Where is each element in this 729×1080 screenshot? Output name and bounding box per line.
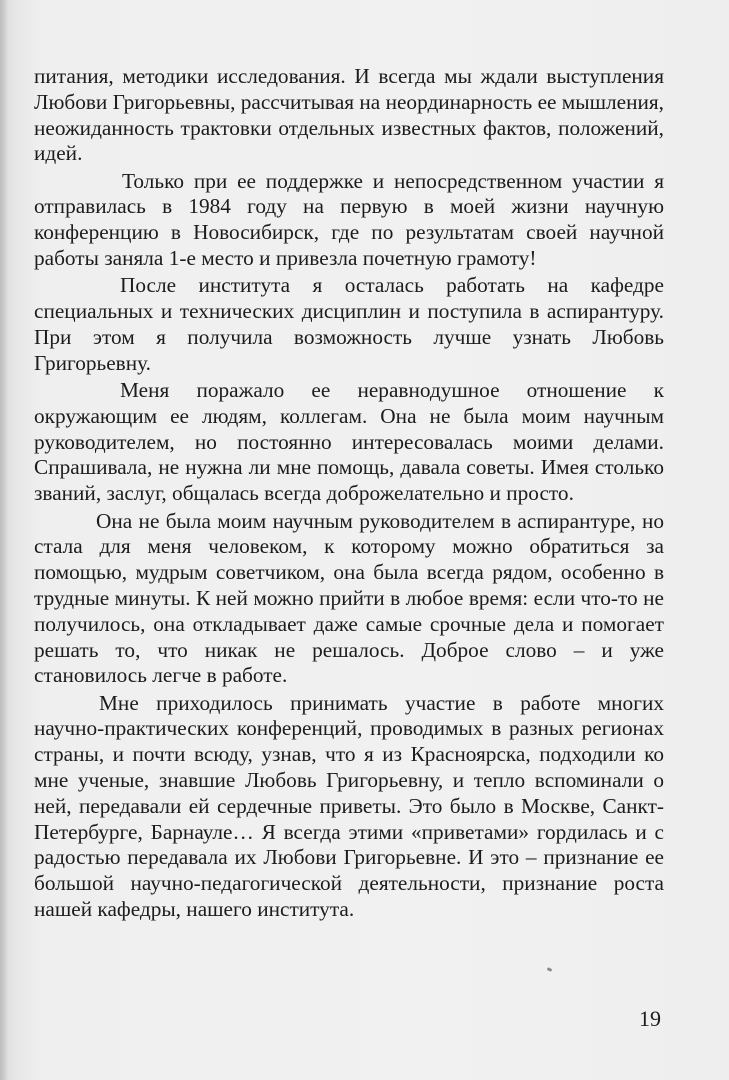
scan-speck xyxy=(547,967,553,972)
page-number: 19 xyxy=(639,1006,661,1031)
paragraph-2: Только при ее поддержке и непосредственном участии я отправилась в 1984 году на первую в моей жизни научную конференцию в Новосибирск, где по результатам своей научной работы заняла 1-е место и привезла почетную грамоту! xyxy=(34,168,664,271)
paragraph-3: После института я осталась работать на кафедре специальных и технических дисциплин и поступила в аспирантуру. При этом я получила возможность лучше узнать Любовь Григорьевну. xyxy=(34,273,664,375)
body-text xyxy=(34,64,664,924)
paragraph-5: Она не была моим научным руководителем в аспирантуре, но стала для меня человеком, к которому можно обратиться за помощью, мудрым советчиком, она была всегда рядом, особенно в трудные минуты. К ней можно прийти в любое время: если что-то не получилось, она откладывает даже самые срочные дела и помогает решать то, что никак не решалось. Доброе слово – и уже становилось легче в работе. xyxy=(34,508,664,688)
paragraph-4: Меня поражало ее неравнодушное отношение к окружающим ее людям, коллегам. Она не была моим научным руководителем, но постоянно интересовалась моими делами. Спрашивала, не нужна ли мне помощь, давала советы. Имея столько званий, заслуг, общалась всегда доброжелательно и просто. xyxy=(34,378,664,506)
page-binding-shadow xyxy=(0,0,8,1080)
paragraph-1: питания, методики исследования. И всегда мы ждали выступления Любови Григорьевны, рассчитывая на неординарность ее мышления, неожиданность трактовки отдельных известных фактов, положений, идей. xyxy=(34,64,664,166)
paragraph-6: Мне приходилось принимать участие в работе многих научно-практических конференций, проводимых в разных регионах страны, и почти всюду, узнав, что я из Красноярска, подходили ко мне ученые, знавшие Любовь Григорьевну, и тепло вспоминали о ней, передавали ей сердечные приветы. Это было в Москве, Санкт-Петербурге, Барнауле… Я всегда этими «приветами» гордилась и с радостью передавала их Любови Григорьевне. И это – признание ее большой научно-педагогической деятельности, признание роста нашей кафедры, нашего института. xyxy=(34,690,664,921)
